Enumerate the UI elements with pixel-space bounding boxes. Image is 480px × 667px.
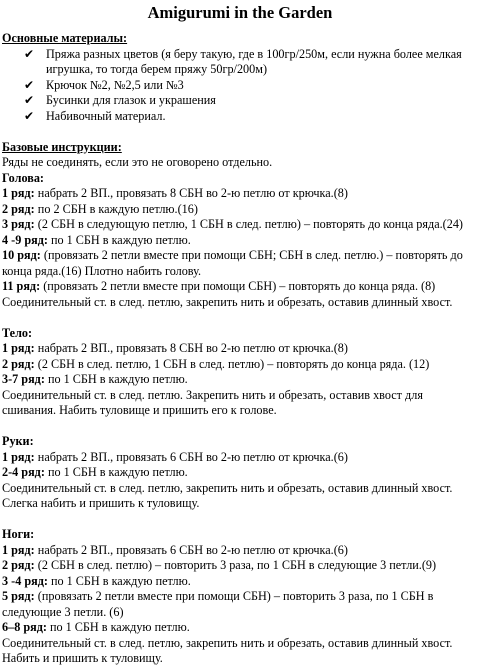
body-row: 1 ряд: набрать 2 ВП., провязать 8 СБН во 2-ю петлю от крючка.(8) xyxy=(2,341,348,355)
body-section-title: Тело: xyxy=(2,325,33,340)
document-title: Amigurumi in the Garden xyxy=(147,3,333,22)
arms-row: 2-4 ряд: по 1 СБН в каждую петлю. xyxy=(2,465,188,479)
legs-ending: Соединительный ст. в след. петлю, закрепить нить и обрезать, оставив длинный хвост. Набить и пришить к туловищу. xyxy=(2,635,453,665)
head-row: 4 -9 ряд: по 1 СБН в каждую петлю. xyxy=(2,232,191,247)
check-icon: ✔ xyxy=(23,108,35,123)
head-row: 11 ряд: (провязать 2 петли вместе при помощи СБН) – повторять до конца ряда. (8) xyxy=(2,279,436,293)
arms-row: 1 ряд: набрать 2 ВП., провязать 6 СБН во 2-ю петлю от крючка.(6) xyxy=(2,449,348,464)
legs-row: 5 ряд: (провязать 2 петли вместе при помощи СБН) – повторить 3 раза, по 1 СБН в следующие 3 петли. (6) xyxy=(2,589,434,619)
materials-list-item: ✔ Бусинки для глазок и украшения xyxy=(23,93,216,107)
arms-ending: Соединительный ст. в след. петлю, закрепить нить и обрезать, оставив длинный хвост. Слегка набить и пришить к туловищу. xyxy=(2,480,453,510)
basic-instructions-note: Ряды не соединять, если это не оговорено отдельно. xyxy=(2,155,273,169)
legs-row: 3 -4 ряд: по 1 СБН в каждую петлю. xyxy=(2,573,191,588)
head-row: 2 ряд: по 2 СБН в каждую петлю.(16) xyxy=(2,201,198,216)
check-icon: ✔ xyxy=(23,77,35,92)
materials-list-item: ✔ Крючок №2, №2,5 или №3 xyxy=(23,77,184,92)
legs-row: 1 ряд: набрать 2 ВП., провязать 6 СБН во 2-ю петлю от крючка.(6) xyxy=(2,542,348,557)
head-row: 10 ряд: (провязать 2 петли вместе при помощи СБН; СБН в след. петлю.) – повторять до конца ряда.(16) Плотно набить голову. xyxy=(2,248,463,278)
arms-section-title: Руки: xyxy=(2,434,34,448)
body-row: 2 ряд: (2 СБН в след. петлю, 1 СБН в след. петлю) – повторять до конца ряда. (12) xyxy=(2,356,430,371)
check-icon: ✔ xyxy=(23,46,35,61)
body-row: 3-7 ряд: по 1 СБН в каждую петлю. xyxy=(2,372,188,386)
body-ending: Соединительный ст. в след. петлю. Закрепить нить и обрезать, оставив хвост для сшивания. Набить туловище и пришить его к голове. xyxy=(2,387,423,417)
materials-list-item: ✔ Пряжа разных цветов (я беру такую, где в 100гр/250м, если нужна более мелкая игрушка, то тогда берем пряжу 50гр/200м) xyxy=(23,46,462,76)
materials-heading: Основные материалы: xyxy=(2,31,128,45)
legs-section-title: Ноги: xyxy=(2,527,35,541)
materials-list xyxy=(2,47,478,125)
legs-row: 6–8 ряд: по 1 СБН в каждую петлю. xyxy=(2,620,190,634)
head-ending: Соединительный ст. в след. петлю, закрепить нить и обрезать, оставив длинный хвост. xyxy=(2,294,453,309)
head-row: 1 ряд: набрать 2 ВП., провязать 8 СБН во 2-ю петлю от крючка.(8) xyxy=(2,186,348,200)
basic-instructions-heading: Базовые инструкции: xyxy=(2,139,122,154)
head-section-title: Голова: xyxy=(2,170,44,185)
check-icon: ✔ xyxy=(23,93,35,107)
legs-row: 2 ряд: (2 СБН в след. петлю) – повторить 3 раза, по 1 СБН в следующие 3 петли.(9) xyxy=(2,558,437,572)
materials-list-item: ✔ Набивочный материал. xyxy=(23,108,166,123)
head-row: 3 ряд: (2 СБН в следующую петлю, 1 СБН в след. петлю) – повторять до конца ряда.(24) xyxy=(2,217,463,231)
